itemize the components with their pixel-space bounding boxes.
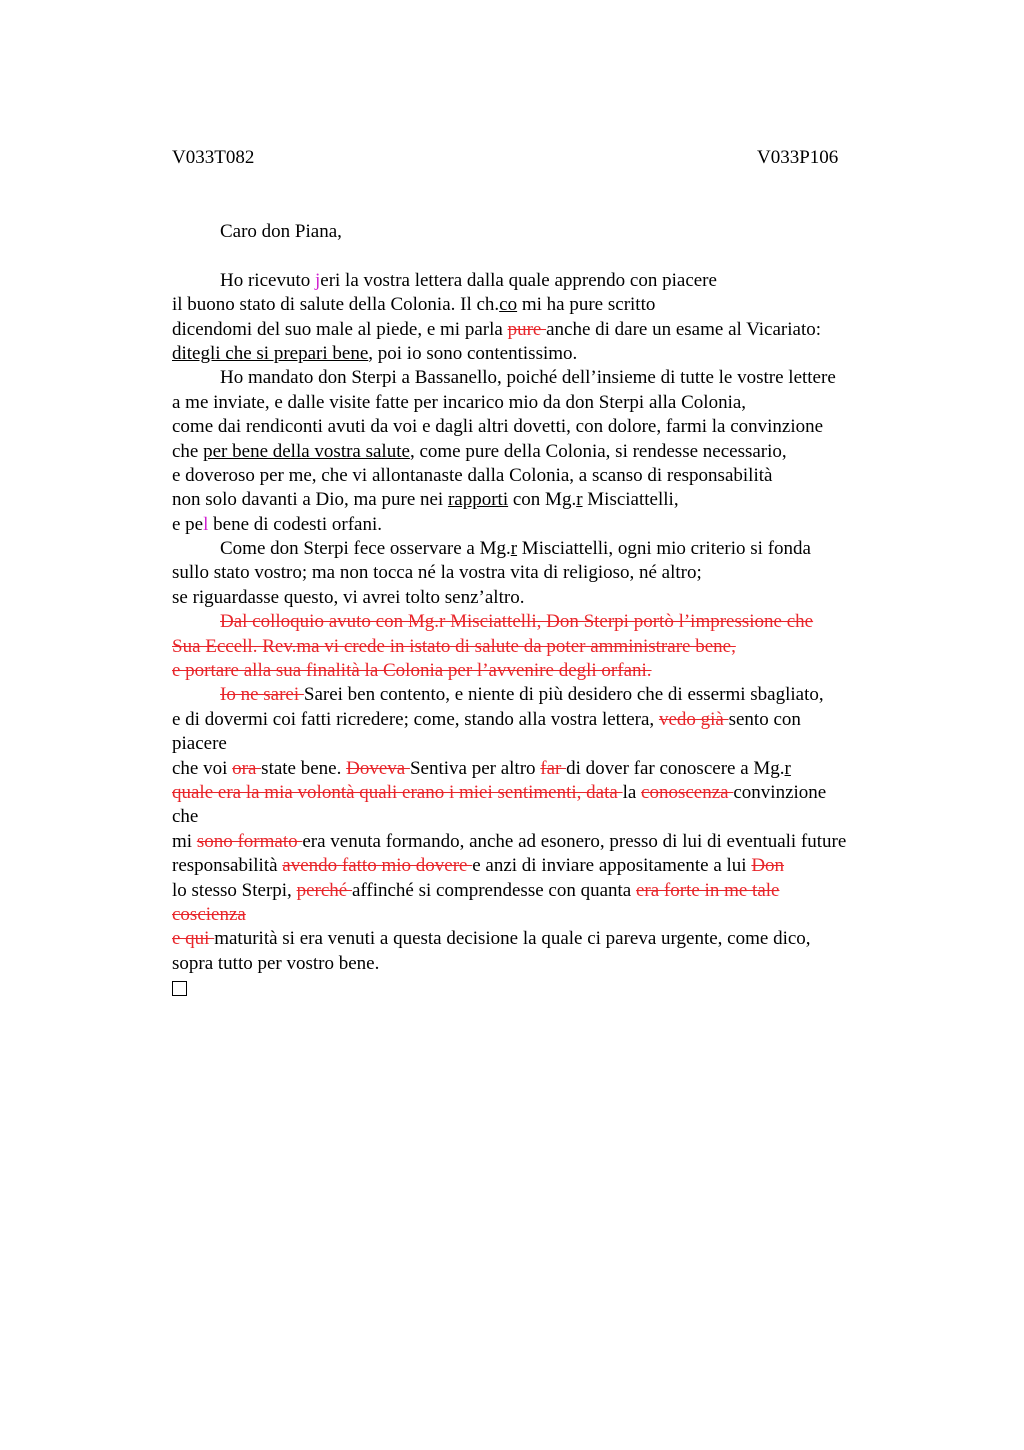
deleted-text: pure (507, 318, 547, 340)
text-segment: era venuta formando, anche ad esonero, presso di lui di eventuali future (302, 830, 847, 852)
letter-line (172, 513, 912, 537)
deleted-text: sono formato (196, 830, 303, 852)
text-segment: il buono stato di salute della Colonia. Il ch. (172, 294, 500, 316)
text-segment: come dai rendiconti avuti da voi e dagli altri dovetti, con dolore, farmi la convinzione (172, 416, 824, 438)
text-segment: Sarei ben contento, e niente di più desidero che di essermi sbagliato, (303, 684, 824, 706)
salutation: Caro don Piana, (220, 221, 342, 242)
letter-line (172, 854, 912, 878)
underlined-text: r (576, 489, 583, 511)
text-segment: di dover far conoscere a Mg. (566, 757, 785, 779)
text-segment: anche di dare un esame al Vicariato: (546, 318, 822, 340)
checkbox-square-icon (172, 981, 187, 996)
text-segment: mi ha pure scritto (517, 294, 656, 316)
underlined-text: co (499, 294, 518, 316)
letter-line (172, 488, 912, 512)
letter-line (172, 415, 912, 439)
underlined-text: ditegli che si prepari bene (172, 342, 369, 364)
text-segment: la (622, 781, 642, 803)
letter-line (172, 537, 912, 561)
letter-line (172, 440, 912, 464)
letter-body (172, 220, 912, 1001)
text-segment: mi (172, 830, 197, 852)
letter-line (172, 561, 912, 585)
deleted-text: coscienza (172, 903, 246, 925)
document-code-left: V033T082 (172, 147, 255, 168)
deleted-text: e qui (172, 928, 215, 950)
deleted-text: Dal colloquio avuto con Mg.r Misciattelli, Don Sterpi portò l’impressione che (220, 611, 814, 633)
text-segment: che (172, 806, 199, 828)
text-segment: maturità si era venuti a questa decisione la quale ci pareva urgente, come dico, (214, 928, 811, 950)
text-segment: Misciattelli, ogni mio criterio si fonda (517, 538, 811, 560)
text-segment: sento con (728, 708, 801, 730)
letter-line (172, 635, 912, 659)
letter-line (172, 610, 912, 634)
letter-line (172, 342, 912, 366)
text-segment: che (172, 440, 204, 462)
letter-line (172, 391, 912, 415)
letter-line (172, 805, 912, 829)
text-segment: non solo davanti a Dio, ma pure nei (172, 489, 448, 511)
text-segment: sopra tutto per vostro bene. (172, 952, 380, 974)
text-segment: sullo stato vostro; ma non tocca né la vostra vita di religioso, né altro; (172, 562, 702, 584)
letter-line (172, 586, 912, 610)
text-segment: piacere (172, 733, 227, 755)
letter-line (172, 732, 912, 756)
deleted-text: avendo fatto mio dovere (282, 855, 473, 877)
deleted-text: era forte in me tale (635, 879, 780, 901)
letter-line (172, 879, 912, 903)
text-segment: e anzi di inviare appositamente a lui (472, 855, 752, 877)
underlined-text: per bene della vostra salute (203, 440, 410, 462)
letter-line (172, 952, 912, 976)
letter-line (172, 830, 912, 854)
letter-line (172, 464, 912, 488)
text-segment: responsabilità (172, 855, 283, 877)
letter-line (172, 366, 912, 390)
deleted-text: Io ne sarei (220, 684, 304, 706)
inserted-letter: l (203, 513, 209, 535)
text-segment: con Mg. (508, 489, 577, 511)
deleted-text: conoscenza (641, 781, 734, 803)
letter-line (172, 659, 912, 683)
letter-line (172, 927, 912, 951)
deleted-text: Sua Eccell. Rev.ma vi crede in istato di salute da poter amministrare bene, (172, 635, 736, 657)
text-segment: Come don Sterpi fece osservare a Mg. (220, 538, 511, 560)
text-segment: e doveroso per me, che vi allontanaste dalla Colonia, a scanso di responsabilità (172, 464, 773, 486)
inserted-letter: j (314, 269, 321, 291)
end-mark-line (172, 976, 912, 1000)
deleted-text: ora (232, 757, 262, 779)
text-segment: convinzione (733, 781, 827, 803)
deleted-text: perché (296, 879, 352, 901)
deleted-text: Doveva (346, 757, 410, 779)
document-code-right: V033P106 (757, 147, 839, 168)
paragraph-gap (172, 244, 912, 268)
deleted-text: vedo già (658, 708, 729, 730)
text-segment: Misciattelli, (582, 489, 679, 511)
underlined-text: r (784, 757, 791, 779)
text-segment: Sentiva per altro (409, 757, 541, 779)
letter-line (172, 757, 912, 781)
letter-lines (172, 269, 912, 976)
text-segment: Ho mandato don Sterpi a Bassanello, poiché dell’insieme di tutte le vostre lettere (220, 367, 836, 389)
deleted-text: e portare alla sua finalità la Colonia per l’avvenire degli orfani. (172, 660, 652, 682)
text-segment: e pe (172, 513, 204, 535)
text-segment: se riguardasse questo, vi avrei tolto senz’altro. (172, 586, 525, 608)
letter-line (172, 781, 912, 805)
letter-line (172, 903, 912, 927)
text-segment: affinché si comprendesse con quanta (351, 879, 636, 901)
underlined-text: rapporti (447, 489, 509, 511)
text-segment: , come pure della Colonia, si rendesse necessario, (409, 440, 787, 462)
text-segment: , poi io sono contentissimo. (368, 342, 578, 364)
text-segment: a me inviate, e dalle visite fatte per incarico mio da don Sterpi alla Colonia, (172, 391, 747, 413)
deleted-text: far (540, 757, 567, 779)
text-segment: che voi (172, 757, 233, 779)
text-segment: Ho ricevuto (220, 269, 315, 291)
letter-line (172, 683, 912, 707)
text-segment: lo stesso Sterpi, (172, 879, 297, 901)
text-segment: e di dovermi coi fatti ricredere; come, stando alla vostra lettera, (172, 708, 659, 730)
text-segment: bene di codesti orfani. (208, 513, 382, 535)
underlined-text: r (510, 538, 518, 560)
letter-line (172, 318, 912, 342)
deleted-text: quale era la mia volontà quali erano i miei sentimenti, data (172, 781, 623, 803)
deleted-text: Don (751, 855, 785, 877)
letter-line (172, 269, 912, 293)
text-segment: state bene. (261, 757, 347, 779)
letter-line (172, 708, 912, 732)
text-segment: eri la vostra lettera dalla quale apprendo con piacere (320, 269, 717, 291)
letter-line (172, 293, 912, 317)
text-segment: dicendomi del suo male al piede, e mi parla (172, 318, 508, 340)
